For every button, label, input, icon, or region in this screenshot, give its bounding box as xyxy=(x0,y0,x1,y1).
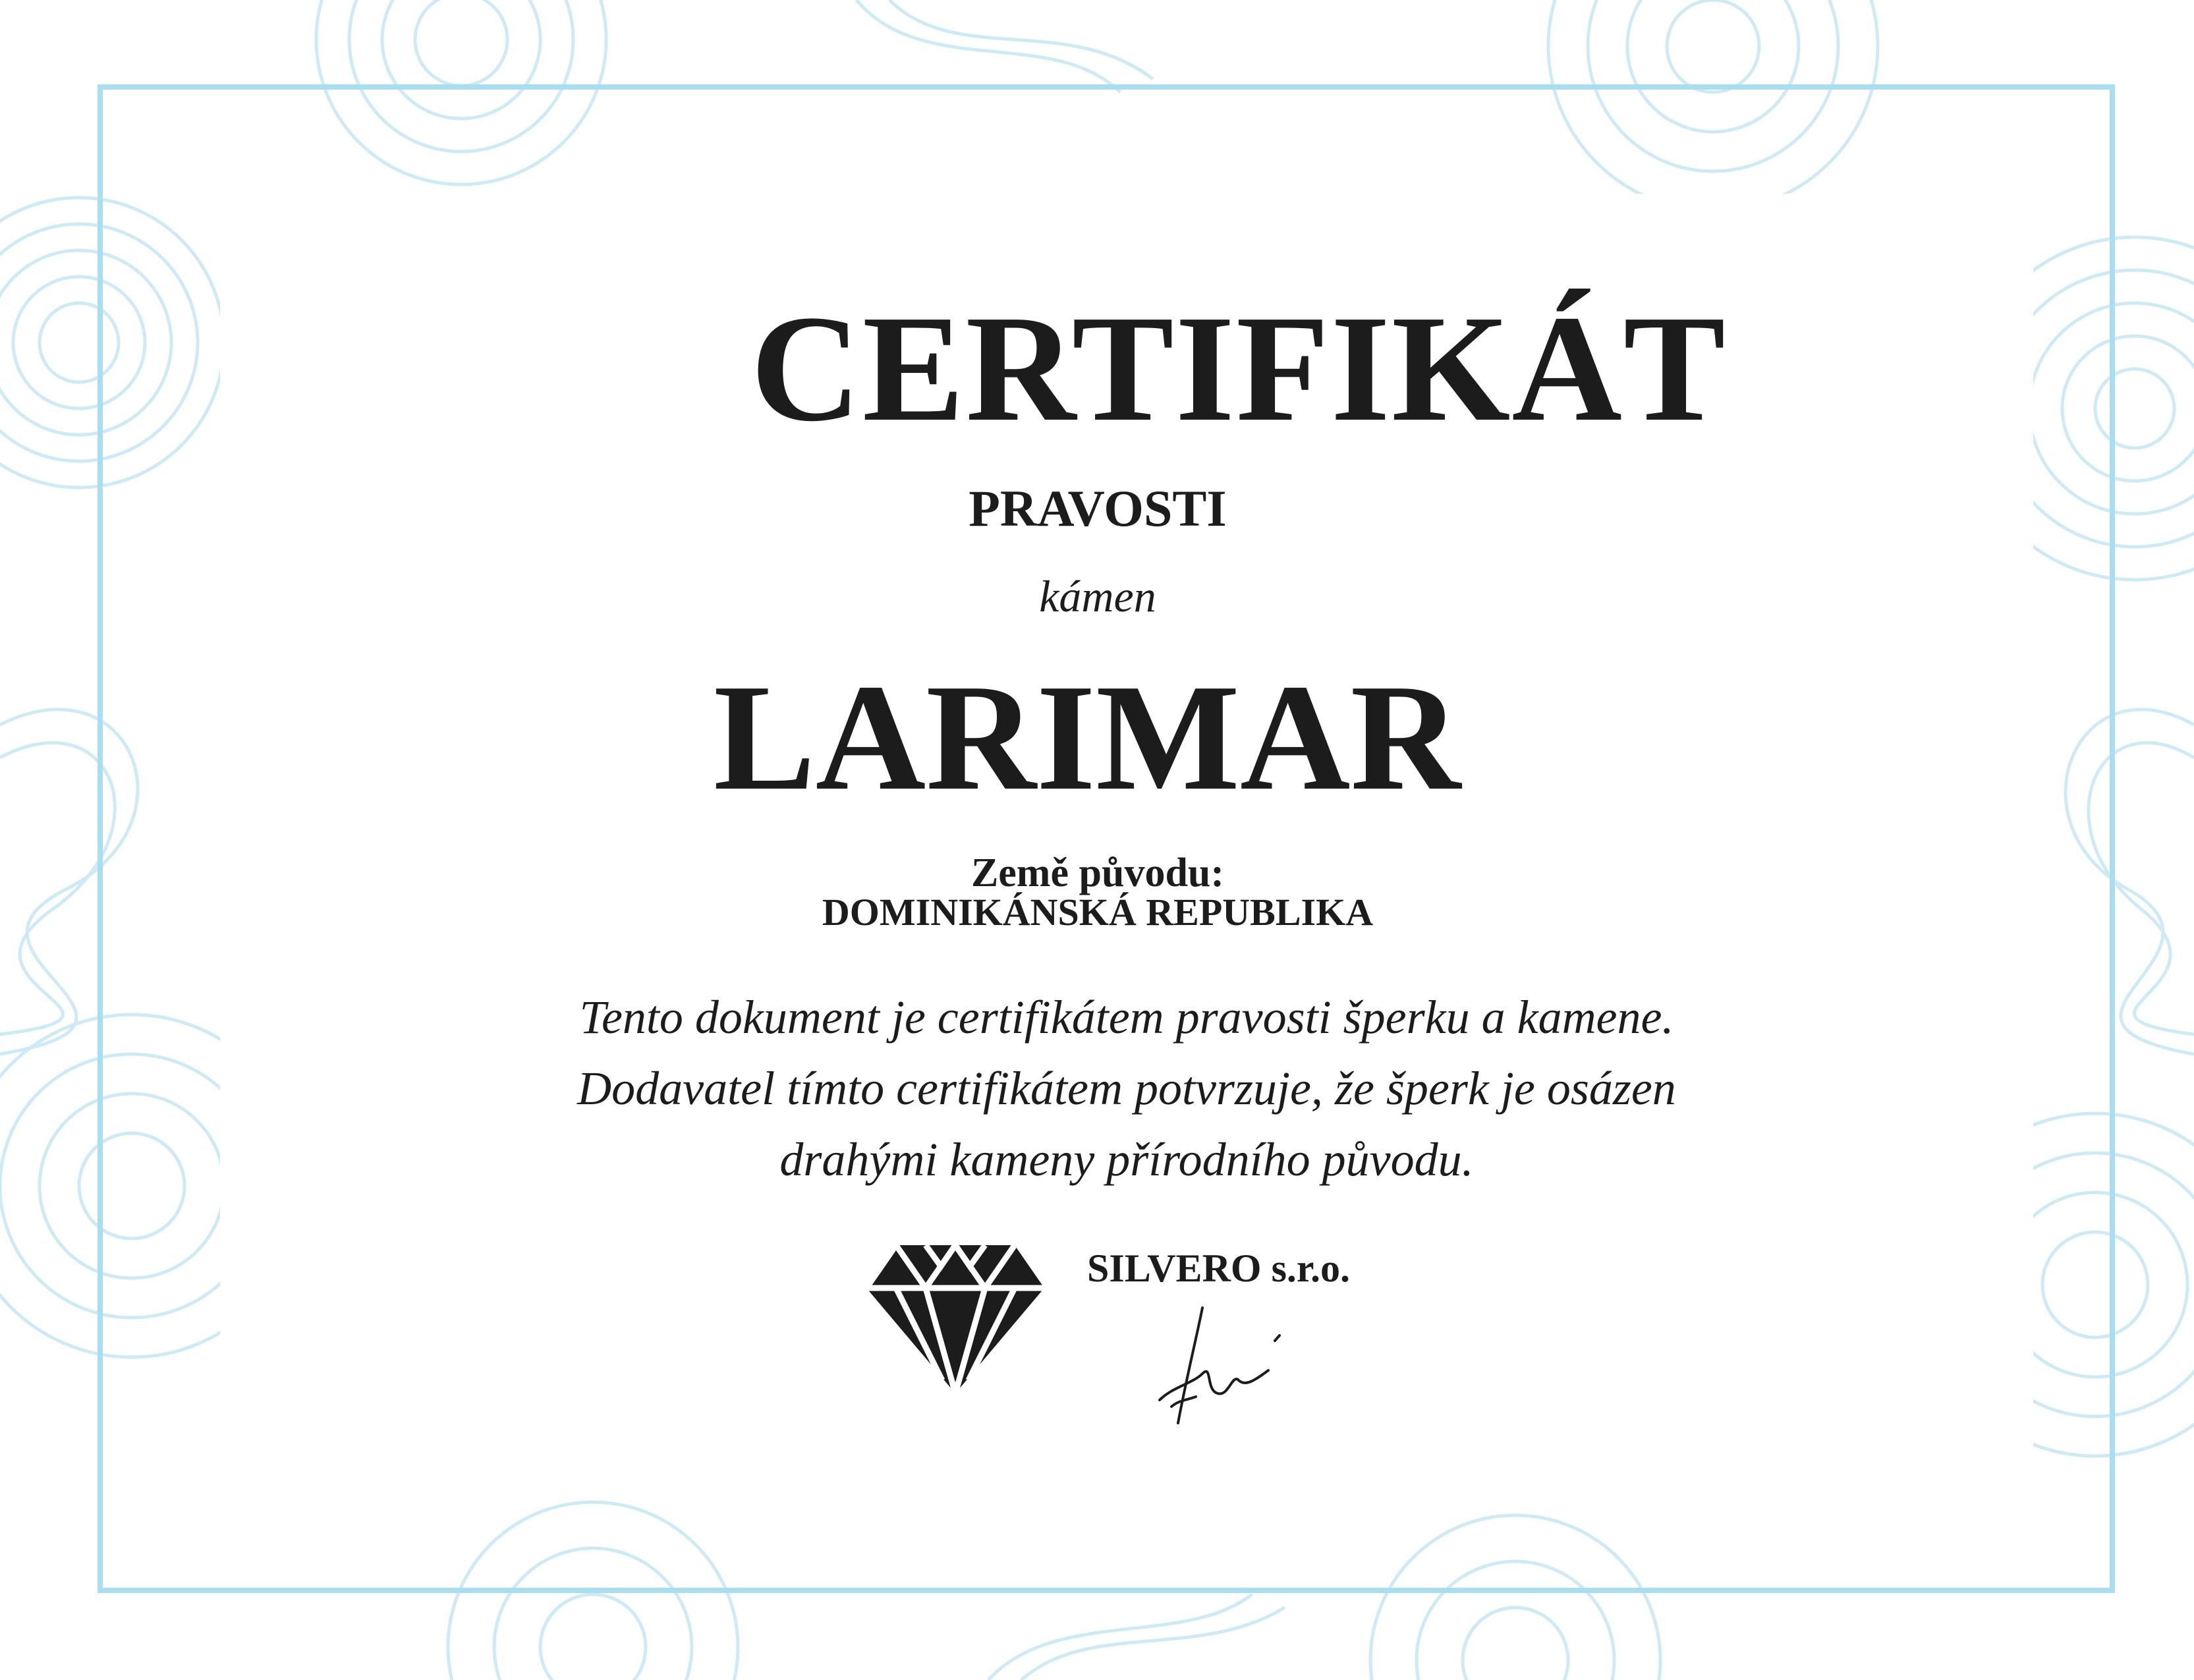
statement-line: Tento dokument je certifikátem pravosti šperku a kamene. xyxy=(579,991,1674,1044)
statement-line: Dodavatel tímto certifikátem potvrzuje, že šperk je osázen xyxy=(577,1062,1676,1115)
origin-label: Země původu: xyxy=(970,851,1225,895)
diamond-icon xyxy=(863,1232,1048,1397)
statement-line: drahými kameny přírodního původu. xyxy=(779,1133,1474,1186)
certificate-title: CERTIFIKÁT xyxy=(750,284,1727,453)
stone-name: LARIMAR xyxy=(713,653,1461,822)
certificate-statement xyxy=(418,982,1836,1195)
signature-image xyxy=(1140,1301,1291,1433)
origin-value: DOMINIKÁNSKÁ REPUBLIKA xyxy=(822,891,1374,934)
certificate-subtitle: PRAVOSTI xyxy=(969,480,1227,537)
stone-label: kámen xyxy=(1039,571,1156,621)
company-name: SILVERO s.r.o. xyxy=(1087,1246,1351,1290)
